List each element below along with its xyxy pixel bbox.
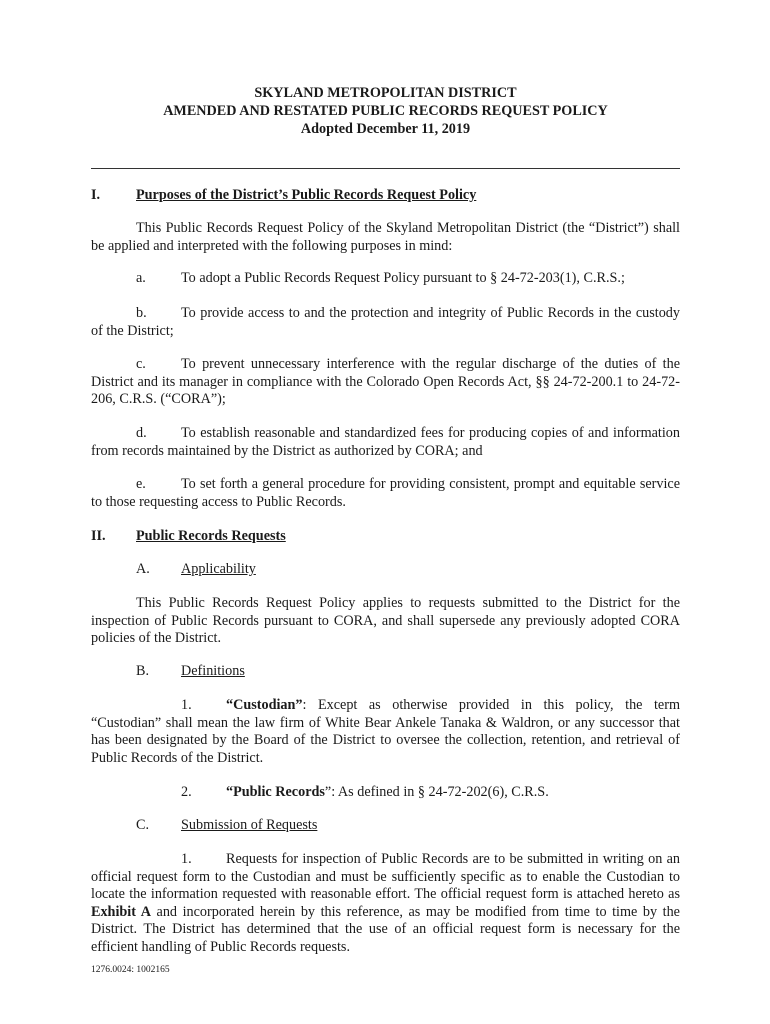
submission-item-1 — [91, 851, 680, 957]
purpose-item-b-text: To provide access to and the protection and integrity of Public Records in the custody of the District; — [91, 305, 680, 339]
section-1-title: Purposes of the District’s Public Records Request Policy — [136, 187, 477, 203]
definition-public-records — [91, 784, 680, 802]
definition-2-term: “Public Records — [226, 784, 325, 800]
purpose-item-d-text: To establish reasonable and standardized fees for producing copies of and information from records maintained by the District as authorized by CORA; and — [91, 425, 680, 459]
subsection-b-heading — [136, 663, 245, 681]
submission-item-1-text-b: and incorporated herein by this reference, as may be modified from time to time by the District. The District has determined that the use of an official request form is necessary for the efficient handling of Public Records requests. — [91, 903, 680, 955]
purpose-item-c — [91, 356, 680, 409]
purpose-item-a-text: To adopt a Public Records Request Policy pursuant to § 24-72-203(1), C.R.S.; — [181, 270, 625, 286]
definition-2-number: 2. — [181, 784, 192, 800]
purpose-item-a — [91, 270, 680, 288]
subsection-a-title: Applicability — [181, 561, 256, 577]
section-2-heading — [91, 528, 680, 546]
definition-1-text: : Except as otherwise provided in this policy, the term “Custodian” shall mean the law firm of White Bear Ankele Tanaka & Waldron, or any successor that has been designated by the Board of the District to oversee the collection, retention, and retrieval of Public Records of the District. — [91, 697, 680, 766]
purpose-item-a-label: a. — [136, 270, 146, 286]
section-2-title: Public Records Requests — [136, 528, 286, 544]
submission-item-1-text-a: Requests for inspection of Public Records are to be submitted in writing on an official request form to the Custodian and must be sufficiently specific as to enable the Custodian to locate the information requested with reasonable effort. The official request form is attached hereto as — [91, 851, 680, 903]
submission-item-1-number: 1. — [181, 851, 192, 867]
section-1-number: I. — [91, 187, 101, 203]
purpose-item-e-label: e. — [136, 476, 146, 492]
definition-custodian — [91, 697, 680, 767]
subsection-a-text: This Public Records Request Policy applies to requests submitted to the District for the inspection of Public Records pursuant to CORA, and shall supersede any previously adopted CORA policies of the District. — [91, 595, 680, 647]
subsection-a-label: A. — [136, 561, 150, 577]
subsection-b-label: B. — [136, 663, 150, 679]
title-adopted-date: Adopted December 11, 2019 — [300, 121, 471, 137]
document-title — [91, 84, 680, 138]
definition-2-text: ”: As defined in § 24-72-202(6), C.R.S. — [324, 784, 549, 800]
purpose-item-b-label: b. — [136, 305, 147, 321]
section-2-number: II. — [91, 528, 106, 544]
subsection-b-title: Definitions — [181, 663, 245, 679]
definition-1-number: 1. — [181, 697, 192, 713]
purpose-item-e — [91, 476, 680, 511]
exhibit-a-reference: Exhibit A — [91, 903, 151, 920]
purpose-item-d — [91, 425, 680, 460]
purpose-item-d-label: d. — [136, 425, 147, 441]
purpose-item-b — [91, 305, 680, 340]
purpose-item-c-label: c. — [136, 356, 146, 372]
header-divider — [91, 168, 680, 169]
subsection-c-heading — [136, 817, 317, 835]
subsection-c-label: C. — [136, 817, 150, 833]
title-district-name: SKYLAND METROPOLITAN DISTRICT — [254, 85, 517, 101]
subsection-c-title: Submission of Requests — [181, 817, 318, 833]
footer-document-id: 1276.0024: 1002165 — [91, 965, 170, 975]
section-1-heading — [91, 187, 680, 205]
purpose-item-e-text: To set forth a general procedure for providing consistent, prompt and equitable service to those requesting access to Public Records. — [91, 476, 680, 510]
purpose-item-c-text: To prevent unnecessary interference with the regular discharge of the duties of the District and its manager in compliance with the Colorado Open Records Act, §§ 24-72-200.1 to 24-72-206, C.R.S. (“CORA”); — [91, 356, 680, 408]
subsection-a-heading — [136, 561, 256, 579]
section-1-intro: This Public Records Request Policy of the Skyland Metropolitan District (the “District”) shall be applied and interpreted with the following purposes in mind: — [91, 220, 680, 254]
definition-1-term: “Custodian” — [226, 697, 303, 713]
title-policy-name: AMENDED AND RESTATED PUBLIC RECORDS REQUEST POLICY — [163, 103, 608, 119]
